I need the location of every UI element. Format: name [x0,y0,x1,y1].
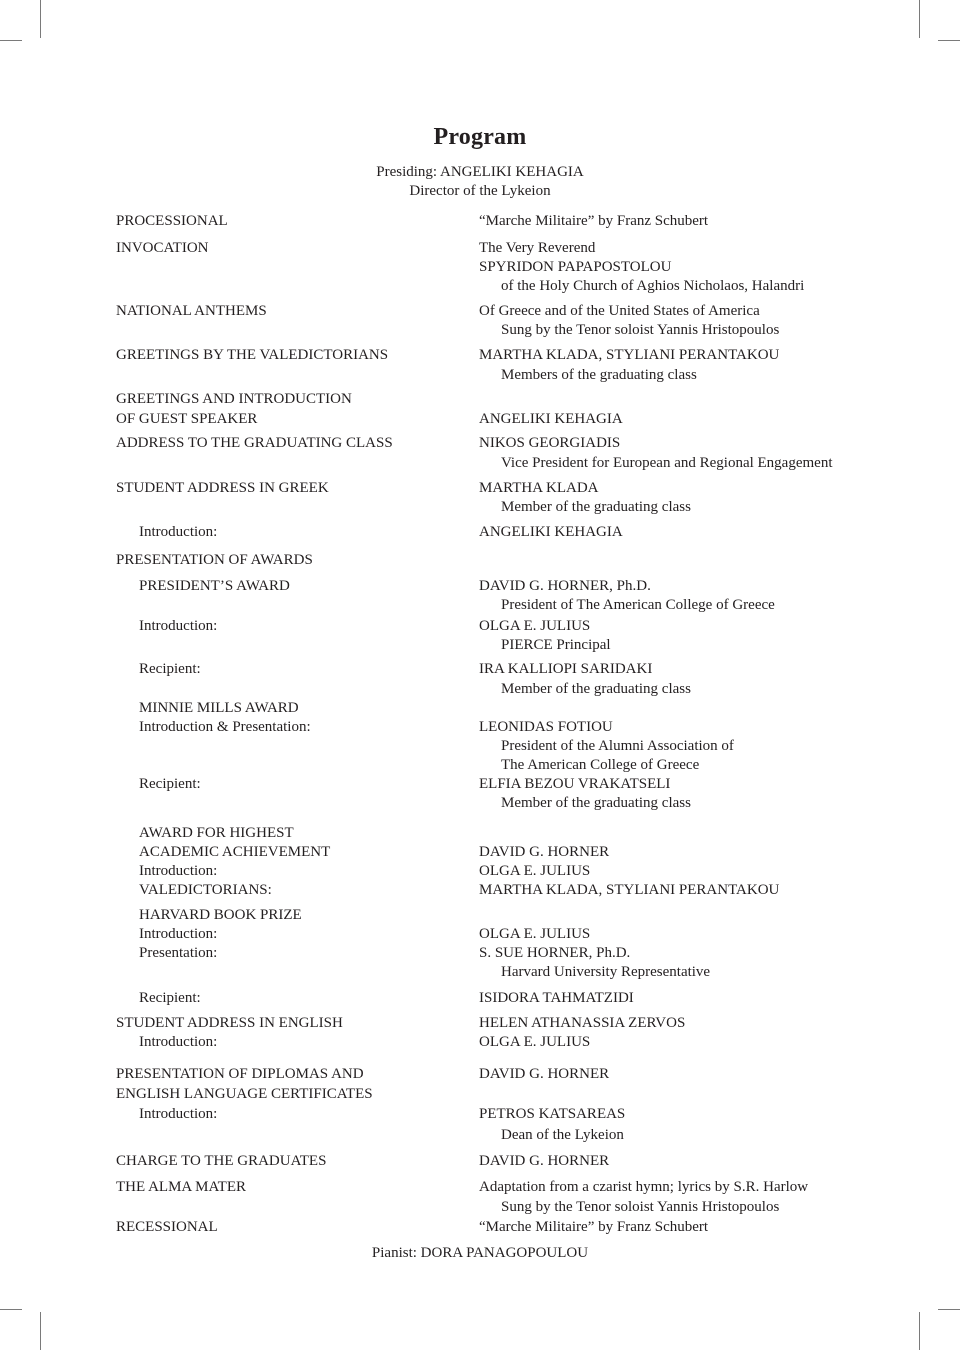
program-item: PRESENTATION OF DIPLOMAS AND [116,1066,364,1082]
program-item: RECESSIONAL [116,1219,218,1235]
program-item: GREETINGS AND INTRODUCTION [116,391,352,407]
program-detail: Adaptation from a czarist hymn; lyrics by S.R. Harlow [479,1179,809,1195]
program-detail: ANGELIKI KEHAGIA [479,524,623,540]
program-detail: IRA KALLIOPI SARIDAKI [479,661,653,677]
program-detail: “Marche Militaire” by Franz Schubert [479,1219,709,1235]
program-subitem: Introduction & Presentation: [139,719,311,735]
program-detail-sub: Sung by the Tenor soloist Yannis Hristopoulos [501,1199,780,1215]
program-subitem: Introduction: [139,1034,218,1050]
program-detail: PETROS KATSAREAS [479,1106,626,1122]
program-detail: SPYRIDON PAPAPOSTOLOU [479,259,672,275]
program-item: ENGLISH LANGUAGE CERTIFICATES [116,1086,373,1102]
crop-mark [938,40,960,41]
program-detail: HELEN ATHANASSIA ZERVOS [479,1015,686,1031]
crop-mark [40,0,41,38]
program-subitem: MINNIE MILLS AWARD [139,700,299,716]
program-detail-sub: Member of the graduating class [501,795,691,811]
page-title: Program [433,124,527,150]
program-detail-sub: Harvard University Representative [501,964,711,980]
program-detail: MARTHA KLADA [479,480,599,496]
program-item: ADDRESS TO THE GRADUATING CLASS [116,435,393,451]
program-detail-sub: President of the Alumni Association of [501,738,734,754]
program-detail-sub: PIERCE Principal [501,637,611,653]
program-item: GREETINGS BY THE VALEDICTORIANS [116,347,389,363]
program-detail: S. SUE HORNER, Ph.D. [479,945,631,961]
program-detail: OLGA E. JULIUS [479,926,591,942]
program-detail-sub: Member of the graduating class [501,681,691,697]
program-item: PROCESSIONAL [116,213,228,229]
crop-mark [0,40,22,41]
program-item: THE ALMA MATER [116,1179,247,1195]
program-subitem: ACADEMIC ACHIEVEMENT [139,844,331,860]
program-item: INVOCATION [116,240,209,256]
presiding-role: Director of the Lykeion [409,183,551,199]
presiding-line: Presiding: ANGELIKI KEHAGIA [376,164,584,180]
program-item: PRESENTATION OF AWARDS [116,552,313,568]
program-detail: MARTHA KLADA, STYLIANI PERANTAKOU [479,882,780,898]
program-detail: NIKOS GEORGIADIS [479,435,621,451]
program-detail: The Very Reverend [479,240,596,256]
program-detail-sub: Member of the graduating class [501,499,691,515]
program-detail-sub: The American College of Greece [501,757,700,773]
program-detail-sub: of the Holy Church of Aghios Nicholaos, Halandri [501,278,805,294]
program-subitem: Recipient: [139,661,201,677]
program-subitem: Introduction: [139,618,218,634]
program-subitem: VALEDICTORIANS: [139,882,272,898]
crop-mark [919,1312,920,1350]
program-detail: OLGA E. JULIUS [479,1034,591,1050]
program-detail: ELFIA BEZOU VRAKATSELI [479,776,671,792]
program-detail: DAVID G. HORNER [479,1153,610,1169]
program-subitem: Introduction: [139,863,218,879]
program-detail-sub: Vice President for European and Regional Engagement [501,455,833,471]
program-item: CHARGE TO THE GRADUATES [116,1153,327,1169]
program-subitem: Recipient: [139,776,201,792]
program-detail-sub: President of The American College of Greece [501,597,775,613]
program-subitem: HARVARD BOOK PRIZE [139,907,302,923]
program-item: STUDENT ADDRESS IN GREEK [116,480,329,496]
crop-mark [40,1312,41,1350]
program-subitem: Introduction: [139,524,218,540]
program-detail: MARTHA KLADA, STYLIANI PERANTAKOU [479,347,780,363]
program-detail: “Marche Militaire” by Franz Schubert [479,213,709,229]
program-subitem: PRESIDENT’S AWARD [139,578,290,594]
program-detail-sub: Members of the graduating class [501,367,697,383]
crop-mark [938,1309,960,1310]
program-subitem: Recipient: [139,990,201,1006]
program-item: NATIONAL ANTHEMS [116,303,267,319]
program-detail: LEONIDAS FOTIOU [479,719,613,735]
program-detail: OLGA E. JULIUS [479,863,591,879]
program-detail: DAVID G. HORNER, Ph.D. [479,578,651,594]
program-subitem: Introduction: [139,1106,218,1122]
program-detail: DAVID G. HORNER [479,844,610,860]
program-detail: DAVID G. HORNER [479,1066,610,1082]
program-subitem: AWARD FOR HIGHEST [139,825,294,841]
program-detail-sub: Dean of the Lykeion [501,1127,624,1143]
program-detail: ISIDORA TAHMATZIDI [479,990,634,1006]
program-subitem: Introduction: [139,926,218,942]
pianist-line: Pianist: DORA PANAGOPOULOU [371,1245,589,1261]
program-subitem: Presentation: [139,945,218,961]
program-detail-sub: Sung by the Tenor soloist Yannis Hristopoulos [501,322,780,338]
program-detail: ANGELIKI KEHAGIA [479,411,623,427]
program-item: OF GUEST SPEAKER [116,411,258,427]
program-detail: Of Greece and of the United States of America [479,303,760,319]
crop-mark [919,0,920,38]
program-detail: OLGA E. JULIUS [479,618,591,634]
crop-mark [0,1309,22,1310]
program-item: STUDENT ADDRESS IN ENGLISH [116,1015,343,1031]
